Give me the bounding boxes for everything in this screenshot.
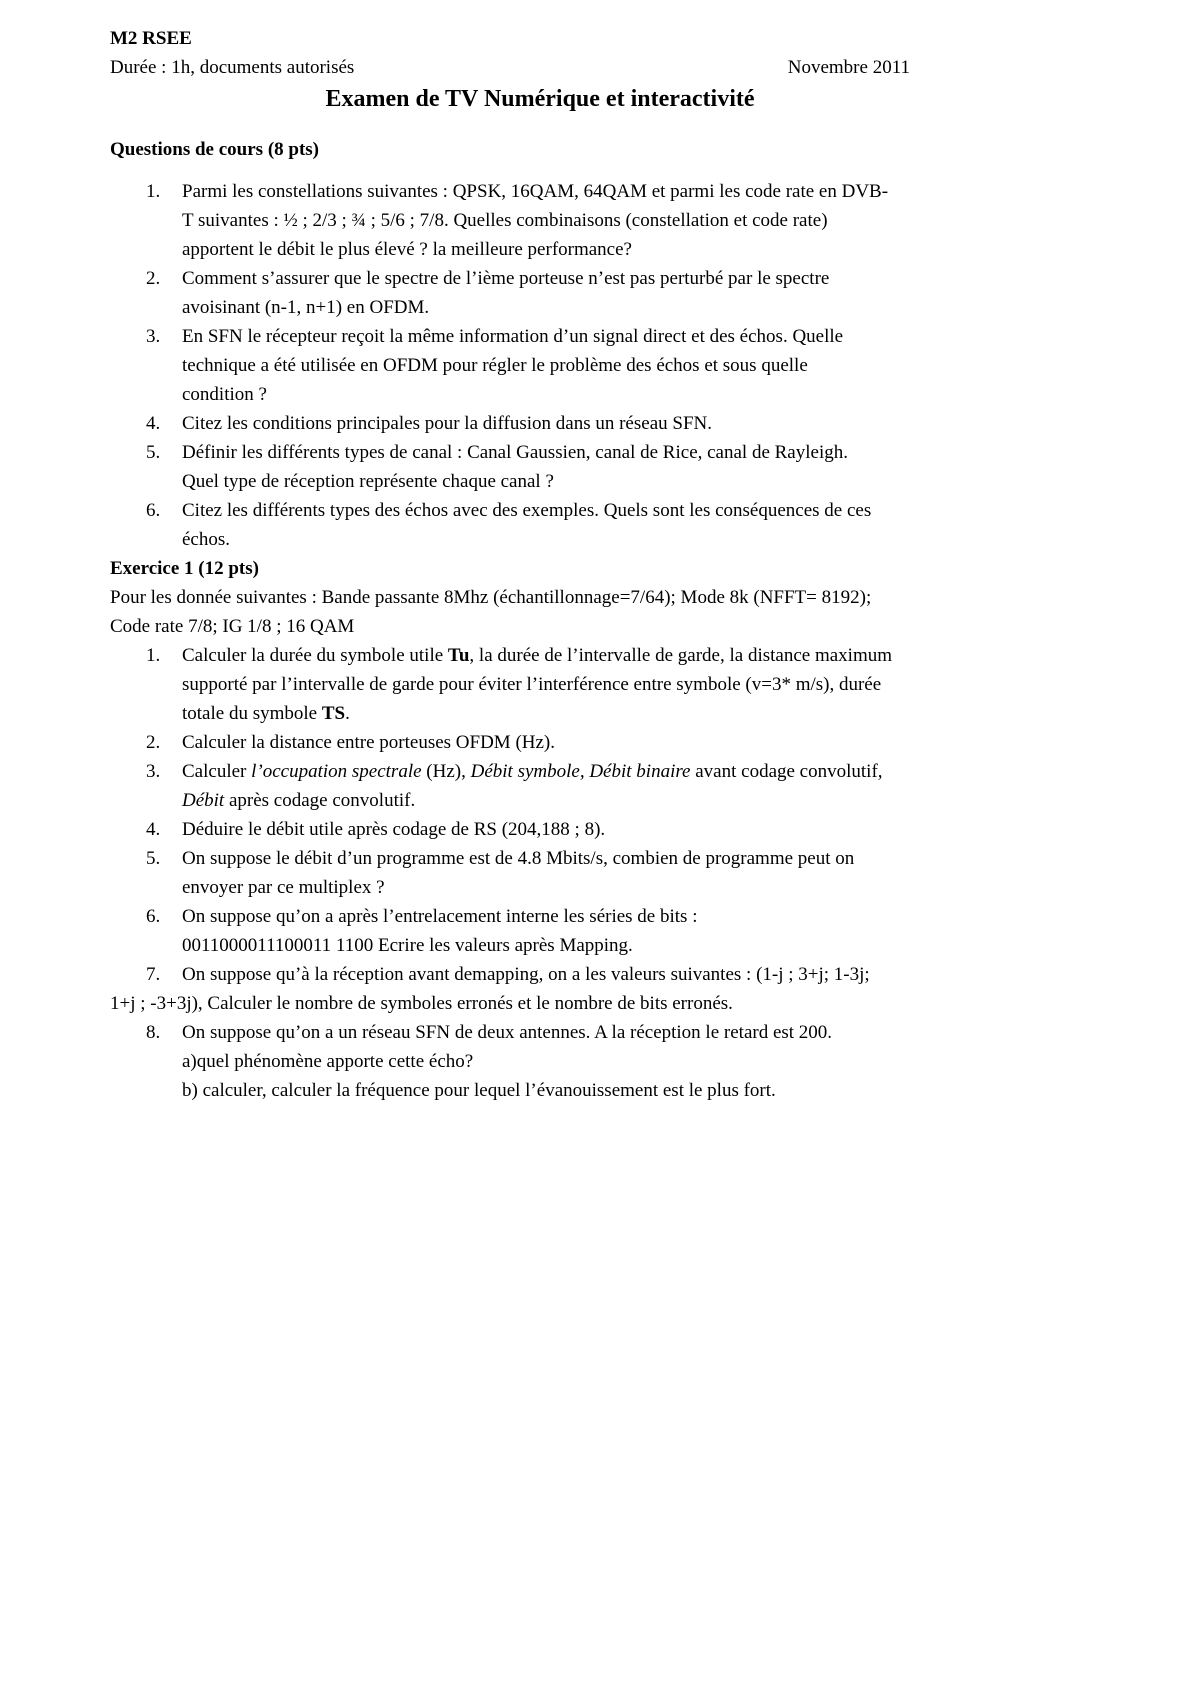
list-item: 4. Citez les conditions principales pour la diffusion dans un réseau SFN. <box>146 413 712 434</box>
exercise-list <box>110 641 1030 989</box>
list-item: 5. Définir les différents types de canal : Canal Gaussien, canal de Rice, canal de Rayleigh. Quel type de réception représente chaque canal ? <box>146 442 848 492</box>
org-label: M2 RSEE <box>110 28 192 49</box>
exam-info: Durée : 1h, documents autorisés <box>110 57 355 78</box>
list-item: 3. En SFN le récepteur reçoit la même information d’un signal direct et des échos. Quelle technique a été utilisée en OFDM pour régler le problème des échos et sous quelle condition ? <box>146 326 844 405</box>
exercise-heading: Exercice 1 (12 pts) <box>110 558 259 579</box>
exercise-list-cont <box>110 1018 1030 1105</box>
list-item: 1. Calculer la durée du symbole utile Tu, la durée de l’intervalle de garde, la distance maximum supporté par l’intervalle de garde pour éviter l’interférence entre symbole (v=3* m/s), durée totale du symbole TS. <box>146 645 892 724</box>
header-row <box>110 53 910 82</box>
page-title: Examen de TV Numérique et interactivité <box>325 86 755 112</box>
list-item: 2. Calculer la distance entre porteuses OFDM (Hz). <box>146 732 556 753</box>
q7-continuation: 1+j ; -3+3j), Calculer le nombre de symboles erronés et le nombre de bits erronés. <box>110 993 733 1014</box>
list-item: 6. Citez les différents types des échos avec des exemples. Quels sont les conséquences de ces échos. <box>146 500 872 550</box>
list-item: 6. On suppose qu’on a après l’entrelacement interne les séries de bits : 0011000011100011 1100 Ecrire les valeurs après Mapping. <box>146 906 698 956</box>
list-item: 2. Comment s’assurer que le spectre de l’ième porteuse n’est pas perturbé par le spectre avoisinant (n-1, n+1) en OFDM. <box>146 268 830 318</box>
questions-heading: Questions de cours (8 pts) <box>110 139 320 160</box>
list-item: 3. Calculer l’occupation spectrale (Hz), Débit symbole, Débit binaire avant codage convolutif, Débit après codage convolutif. <box>146 761 883 811</box>
questions-list <box>110 177 1030 554</box>
exercise-intro: Pour les donnée suivantes : Bande passante 8Mhz (échantillonnage=7/64); Mode 8k (NFFT= 8192); Code rate 7/8; IG 1/8 ; 16 QAM <box>110 587 872 637</box>
list-item: 7. On suppose qu’à la réception avant demapping, on a les valeurs suivantes : (1-j ; 3+j; 1-3j; <box>146 964 870 985</box>
list-item: 5. On suppose le débit d’un programme est de 4.8 Mbits/s, combien de programme peut on envoyer par ce multiplex ? <box>146 848 855 898</box>
exam-page <box>110 24 1030 1105</box>
list-item: 1. Parmi les constellations suivantes : QPSK, 16QAM, 64QAM et parmi les code rate en DVB- T suivantes : ½ ; 2/3 ; ¾ ; 5/6 ; 7/8. Quelles combinaisons (constellation et code rate) apportent le débit le plus élevé ? la meilleure performance? <box>146 181 889 260</box>
exam-date: Novembre 2011 <box>787 57 910 78</box>
list-item: 4. Déduire le débit utile après codage de RS (204,188 ; 8). <box>146 819 606 840</box>
list-item: 8. On suppose qu’on a un réseau SFN de deux antennes. A la réception le retard est 200. a)quel phénomène apporte cette écho? b) calculer, calculer la fréquence pour lequel l’évanouissement est le plus fort. <box>146 1022 833 1101</box>
